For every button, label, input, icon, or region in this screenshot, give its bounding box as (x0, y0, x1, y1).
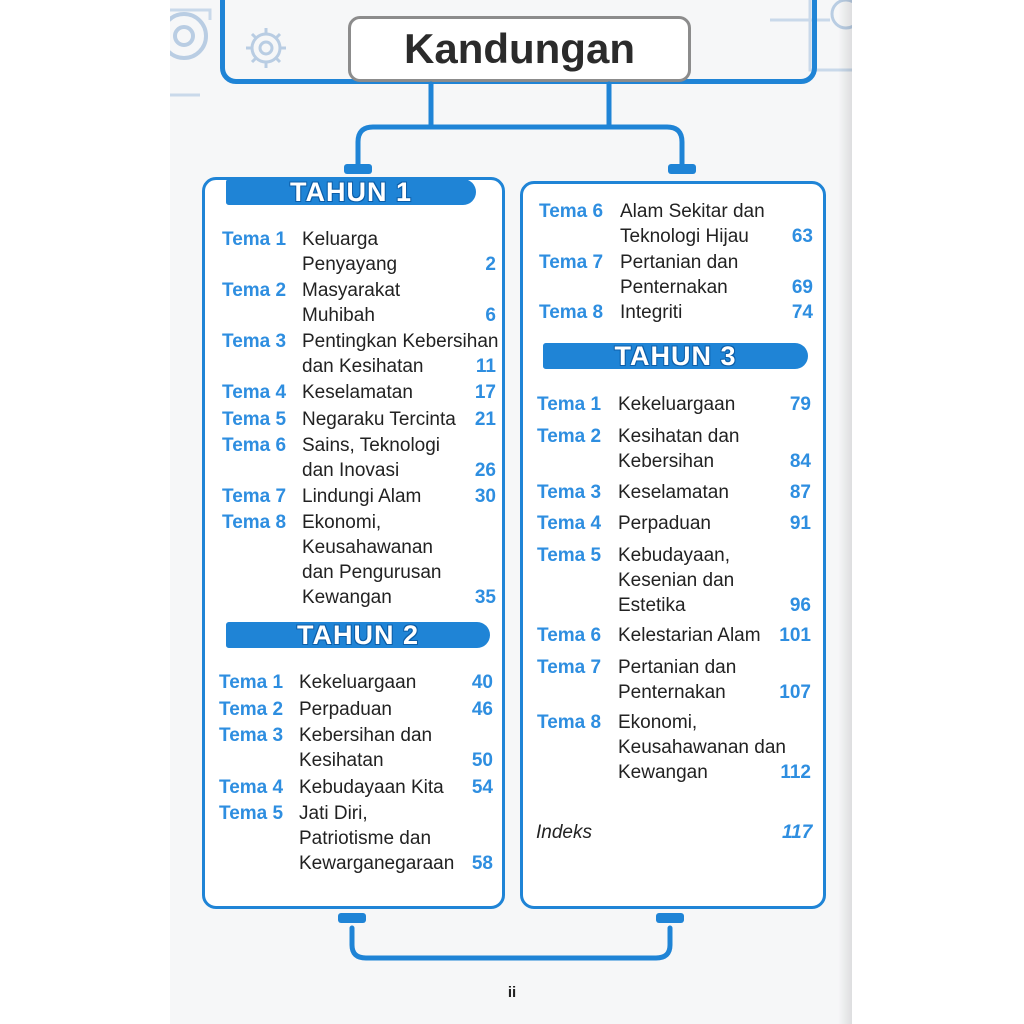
tema-page-number: 101 (779, 625, 811, 646)
tema-label: Tema 4 (219, 777, 284, 798)
tema-page-number: 87 (789, 482, 811, 503)
tema-title (299, 697, 392, 722)
tema-page-number: 107 (779, 682, 811, 703)
tema-title (299, 670, 416, 695)
tema-page-number: 6 (485, 305, 496, 326)
tema-page-number: 35 (474, 587, 496, 608)
tema-page-number: 21 (474, 409, 496, 430)
tema-title-line: Kesenian dan (618, 570, 735, 591)
tema-page-number: 69 (791, 277, 813, 298)
tema-label: Tema 2 (537, 426, 602, 447)
tema-title (618, 543, 734, 618)
tema-label: Tema 8 (222, 512, 287, 533)
toc-entry (537, 424, 811, 474)
tema-title-line: Kekeluargaan (299, 672, 417, 693)
tema-title (302, 407, 456, 432)
toc-entry (222, 407, 496, 432)
tema-label: Tema 1 (537, 394, 602, 415)
tema-title-line: Penyayang (302, 254, 398, 275)
tema-page-number: 84 (789, 451, 811, 472)
tema-label: Tema 3 (222, 331, 287, 352)
tema-title (620, 199, 765, 249)
tema-title (299, 801, 454, 876)
tema-label: Tema 5 (219, 803, 284, 824)
tema-page-number: 50 (471, 750, 493, 771)
banner-tahun-3: TAHUN 3 (543, 343, 808, 369)
tema-label: Tema 4 (222, 382, 287, 403)
tema-title-line: Jati Diri, (299, 803, 368, 824)
tema-label: Tema 6 (539, 201, 604, 222)
tema-page-number: 96 (789, 595, 811, 616)
tema-title-line: Perpaduan (618, 513, 711, 534)
tema-label: Tema 6 (537, 625, 602, 646)
toc-entry (222, 227, 496, 277)
toc-entry (219, 670, 493, 695)
tema-title-line: Kewangan (302, 587, 392, 608)
tema-label: Tema 8 (537, 712, 602, 733)
tema-page-number: 11 (475, 356, 496, 377)
tema-page-number: 2 (485, 254, 496, 275)
toc-entry (539, 250, 813, 300)
tema-label: Tema 8 (539, 302, 604, 323)
toc-entry (219, 775, 493, 800)
page-number: ii (507, 984, 517, 1001)
tema-label: Tema 4 (537, 513, 602, 534)
tema-page-number: 46 (471, 699, 493, 720)
tema-label: Tema 6 (222, 435, 287, 456)
toc-entry (222, 484, 496, 509)
toc-entry (537, 480, 811, 505)
tema-label: Tema 7 (537, 657, 602, 678)
tema-page-number: 91 (789, 513, 811, 534)
tema-title (302, 329, 498, 379)
tema-title (302, 484, 421, 509)
tema-title (620, 300, 682, 325)
tema-title-line: Kebudayaan, (618, 545, 730, 566)
tema-title-line: Kebersihan dan (299, 725, 433, 746)
page-title: Kandungan (404, 25, 635, 72)
tema-page-number: 26 (474, 460, 496, 481)
tema-title (302, 433, 440, 483)
toc-entry (539, 300, 813, 325)
tema-label: Tema 3 (537, 482, 602, 503)
tema-title-line: Lindungi Alam (302, 486, 422, 507)
tema-title (618, 623, 761, 648)
tema-title-line: Negaraku Tercinta (302, 409, 456, 430)
tema-label: Tema 3 (219, 725, 284, 746)
tema-title-line: dan Pengurusan (302, 562, 442, 583)
tema-title-line: Ekonomi, (302, 512, 382, 533)
tema-title (620, 250, 738, 300)
tema-title-line: Teknologi Hijau (620, 226, 749, 247)
tema-page-number: 54 (471, 777, 493, 798)
tema-label: Tema 5 (537, 545, 602, 566)
tema-label: Tema 2 (219, 699, 284, 720)
tema-page-number: 63 (791, 226, 813, 247)
toc-entry (537, 655, 811, 705)
tema-title (302, 510, 441, 610)
tema-label: Tema 2 (222, 280, 287, 301)
tema-title-line: Keusahawanan dan (618, 737, 786, 758)
tema-title-line: Kewarganegaraan (299, 853, 455, 874)
banner-tahun-1: TAHUN 1 (226, 179, 476, 205)
toc-entry (219, 801, 493, 876)
toc-entry (537, 710, 811, 785)
tema-label: Tema 1 (222, 229, 287, 250)
tema-page-number: 58 (471, 853, 493, 874)
tema-title-line: Kebersihan (618, 451, 715, 472)
toc-entry (537, 511, 811, 536)
tema-title-line: Kekeluargaan (618, 394, 736, 415)
toc-entry (539, 199, 813, 249)
tema-title-line: Kesihatan (299, 750, 384, 771)
tema-title-line: Keselamatan (302, 382, 413, 403)
tema-label: Tema 7 (539, 252, 604, 273)
tema-title (618, 480, 729, 505)
toc-entry (222, 278, 496, 328)
tema-title (618, 424, 740, 474)
tema-label: Tema 7 (222, 486, 287, 507)
toc-entry (222, 433, 496, 483)
tema-title-line: Pentingkan Kebersihan (302, 331, 499, 352)
tema-title-line: Kesihatan dan (618, 426, 740, 447)
tema-title (302, 380, 413, 405)
tema-page-number: 30 (474, 486, 496, 507)
toc-entry (219, 723, 493, 773)
tema-title-line: Masyarakat (302, 280, 401, 301)
toc-entry (537, 623, 811, 648)
tema-title-line: Alam Sekitar dan (620, 201, 765, 222)
tema-title (618, 392, 735, 417)
toc-entry (222, 510, 496, 610)
tema-title (618, 710, 786, 785)
tema-title-line: Pertanian dan (618, 657, 737, 678)
toc-entry (222, 380, 496, 405)
tema-title-line: Penternakan (620, 277, 728, 298)
tema-title-line: Penternakan (618, 682, 726, 703)
toc-entry (537, 392, 811, 417)
tema-title-line: Keselamatan (618, 482, 729, 503)
tema-title-line: Estetika (618, 595, 686, 616)
tema-page-number: 17 (474, 382, 496, 403)
tema-title-line: Keluarga (302, 229, 379, 250)
banner-tahun-2: TAHUN 2 (226, 622, 490, 648)
tema-title (302, 278, 400, 328)
tema-title (299, 723, 432, 773)
tema-title-line: Muhibah (302, 305, 375, 326)
tema-page-number: 112 (780, 762, 811, 783)
toc-entry (222, 329, 499, 379)
tema-label: Tema 5 (222, 409, 287, 430)
tema-label: Tema 1 (219, 672, 284, 693)
tema-title (618, 655, 736, 705)
tema-title-line: Integriti (620, 302, 683, 323)
tema-page-number: 79 (789, 394, 811, 415)
toc-entry (219, 697, 493, 722)
tema-title-line: Ekonomi, (618, 712, 698, 733)
tema-title (302, 227, 397, 277)
tema-title (299, 775, 444, 800)
tema-title-line: dan Inovasi (302, 460, 400, 481)
tema-title-line: Kebudayaan Kita (299, 777, 444, 798)
tema-title-line: Sains, Teknologi (302, 435, 441, 456)
tema-title-line: Keusahawanan (302, 537, 433, 558)
tema-title-line: Kelestarian Alam (618, 625, 761, 646)
tema-page-number: 40 (471, 672, 493, 693)
tema-title-line: Perpaduan (299, 699, 392, 720)
tema-title-line: Pertanian dan (620, 252, 739, 273)
index-label: Indeks (536, 822, 592, 843)
tema-title-line: dan Kesihatan (302, 356, 424, 377)
toc-entry (537, 543, 811, 618)
tema-title-line: Kewangan (618, 762, 708, 783)
tema-title (618, 511, 711, 536)
tema-page-number: 74 (791, 302, 813, 323)
tema-title-line: Patriotisme dan (299, 828, 432, 849)
index-page-number: 117 (782, 822, 813, 843)
